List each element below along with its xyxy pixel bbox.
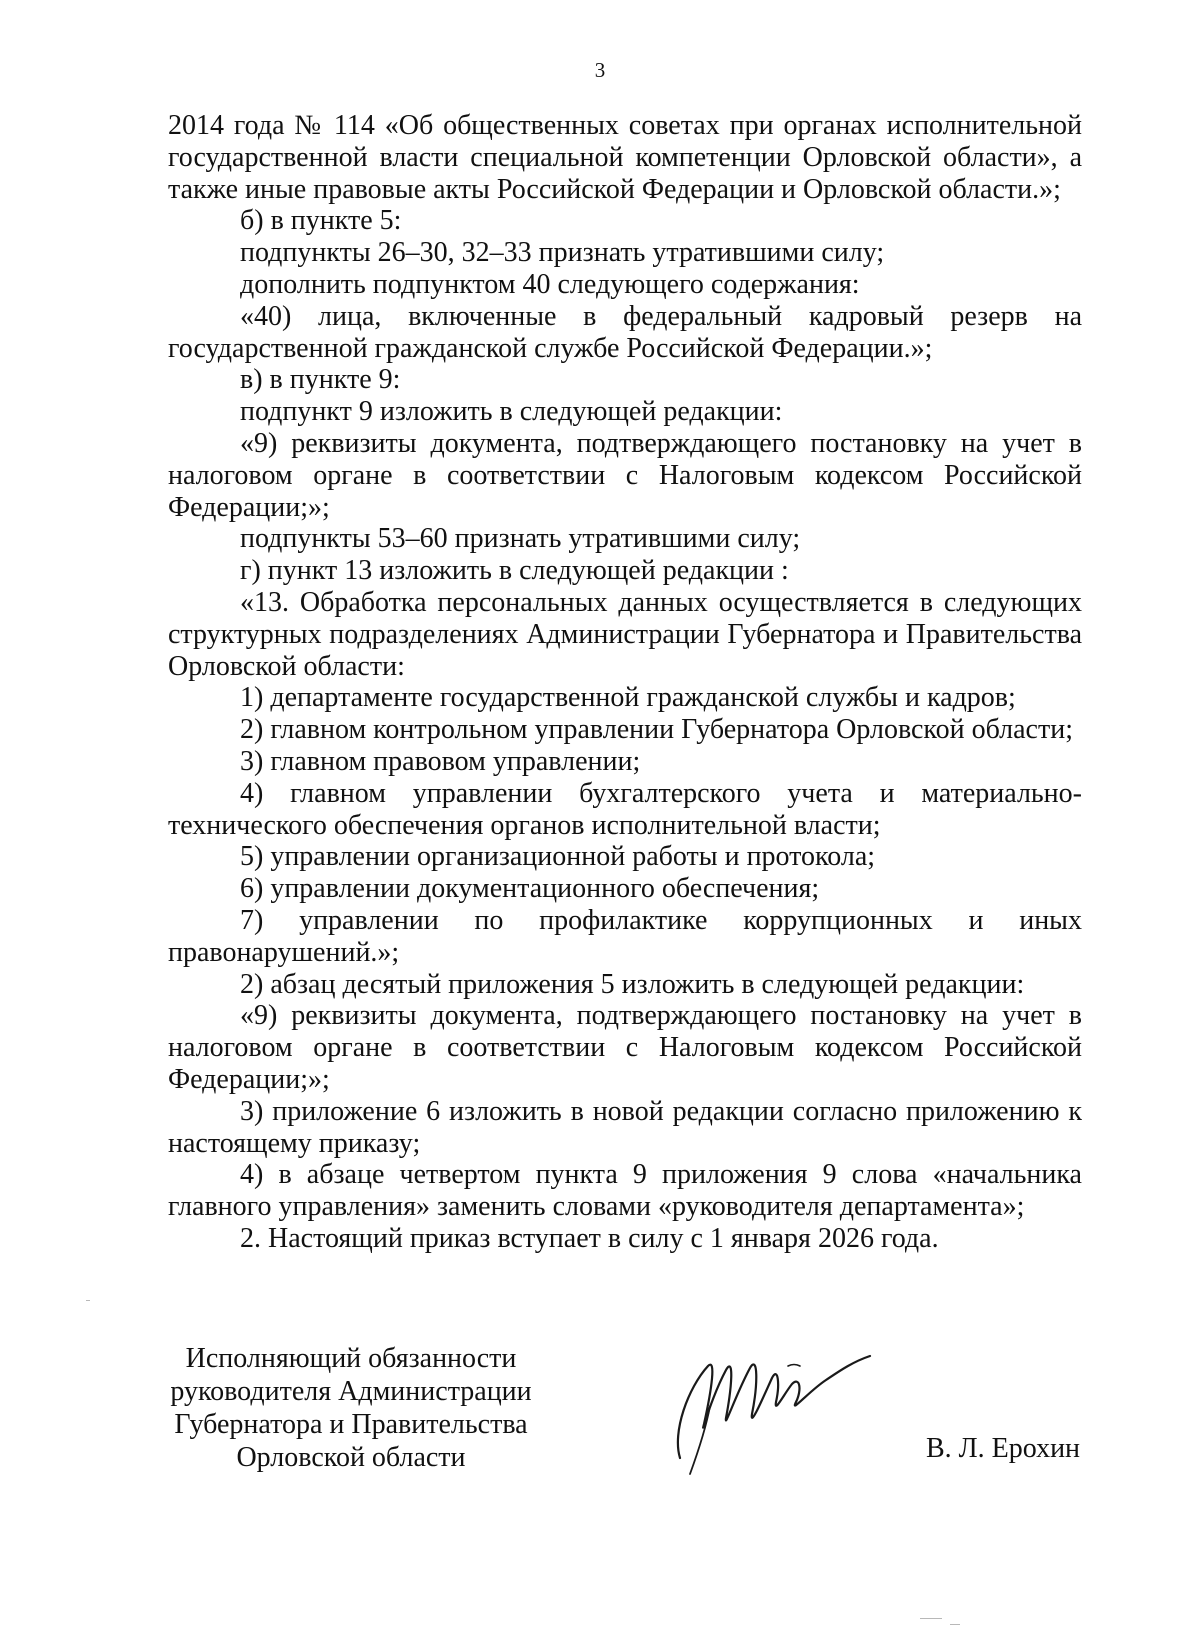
paragraph-21: 3) приложение 6 изложить в новой редакции согласно приложению к настоящему приказу; bbox=[168, 1095, 1082, 1159]
handwritten-signature bbox=[666, 1336, 876, 1476]
paragraph-6: в) в пункте 9: bbox=[240, 364, 401, 396]
scan-speck bbox=[86, 1300, 90, 1301]
document-body bbox=[168, 110, 1082, 1255]
signatory-position-line-4: Орловской области bbox=[236, 1442, 466, 1473]
paragraph-13: 2) главном контрольном управлении Губернатора Орловской области; bbox=[240, 714, 1073, 746]
paragraph-22: 4) в абзаце четвертом пункта 9 приложения 9 слова «начальника главного управления» заменить словами «руководителя департамента»; bbox=[168, 1159, 1082, 1223]
paragraph-4: дополнить подпунктом 40 следующего содержания: bbox=[240, 268, 860, 300]
paragraph-3: подпункты 26–30, 32–33 признать утратившими силу; bbox=[240, 237, 885, 269]
paragraph-8: «9) реквизиты документа, подтверждающего постановку на учет в налоговом органе в соответствии с Налоговым кодексом Российской Федерации;»; bbox=[168, 427, 1082, 523]
paragraph-2: б) в пункте 5: bbox=[240, 205, 402, 237]
paragraph-19: 2) абзац десятый приложения 5 изложить в следующей редакции: bbox=[240, 968, 1025, 1000]
paragraph-14: 3) главном правовом управлении; bbox=[240, 745, 641, 777]
signatory-name: В. Л. Ерохин bbox=[926, 1433, 1081, 1464]
scan-speck bbox=[950, 1624, 960, 1625]
paragraph-1: 2014 года № 114 «Об общественных советах при органах исполнительной государственной власти специальной компетенции Орловской области», а также иные правовые акты Российской Федерации и Орловской области.»; bbox=[168, 110, 1082, 205]
paragraph-18: 7) управлении по профилактике коррупционных и иных правонарушений.»; bbox=[168, 904, 1082, 968]
paragraph-10: г) пункт 13 изложить в следующей редакции : bbox=[240, 555, 789, 587]
paragraph-9: подпункты 53–60 признать утратившими силу; bbox=[240, 523, 801, 555]
signatory-position bbox=[160, 1342, 542, 1474]
paragraph-16: 5) управлении организационной работы и протокола; bbox=[240, 841, 876, 873]
paragraph-15: 4) главном управлении бухгалтерского учета и материально-технического обеспечения органов исполнительной власти; bbox=[168, 777, 1082, 841]
signatory-position-line-2: руководителя Администрации bbox=[170, 1376, 532, 1407]
paragraph-11: «13. Обработка персональных данных осуществляется в следующих структурных подразделениях Администрации Губернатора и Правительства Орловской области: bbox=[168, 586, 1082, 682]
signatory-position-line-1: Исполняющий обязанности bbox=[185, 1343, 517, 1374]
paragraph-5: «40) лица, включенные в федеральный кадровый резерв на государственной гражданской службе Российской Федерации.»; bbox=[168, 300, 1082, 364]
paragraph-7: подпункт 9 изложить в следующей редакции: bbox=[240, 396, 783, 428]
paragraph-12: 1) департаменте государственной гражданской службы и кадров; bbox=[240, 682, 1016, 714]
paragraph-20: «9) реквизиты документа, подтверждающего постановку на учет в налоговом органе в соответствии с Налоговым кодексом Российской Федерации;»; bbox=[168, 1000, 1082, 1095]
scan-speck bbox=[920, 1618, 942, 1619]
paragraph-23: 2. Настоящий приказ вступает в силу с 1 января 2026 года. bbox=[240, 1222, 939, 1254]
signatory-position-line-3: Губернатора и Правительства bbox=[174, 1409, 528, 1440]
paragraph-17: 6) управлении документационного обеспечения; bbox=[240, 873, 820, 905]
page-number: 3 bbox=[594, 58, 606, 82]
